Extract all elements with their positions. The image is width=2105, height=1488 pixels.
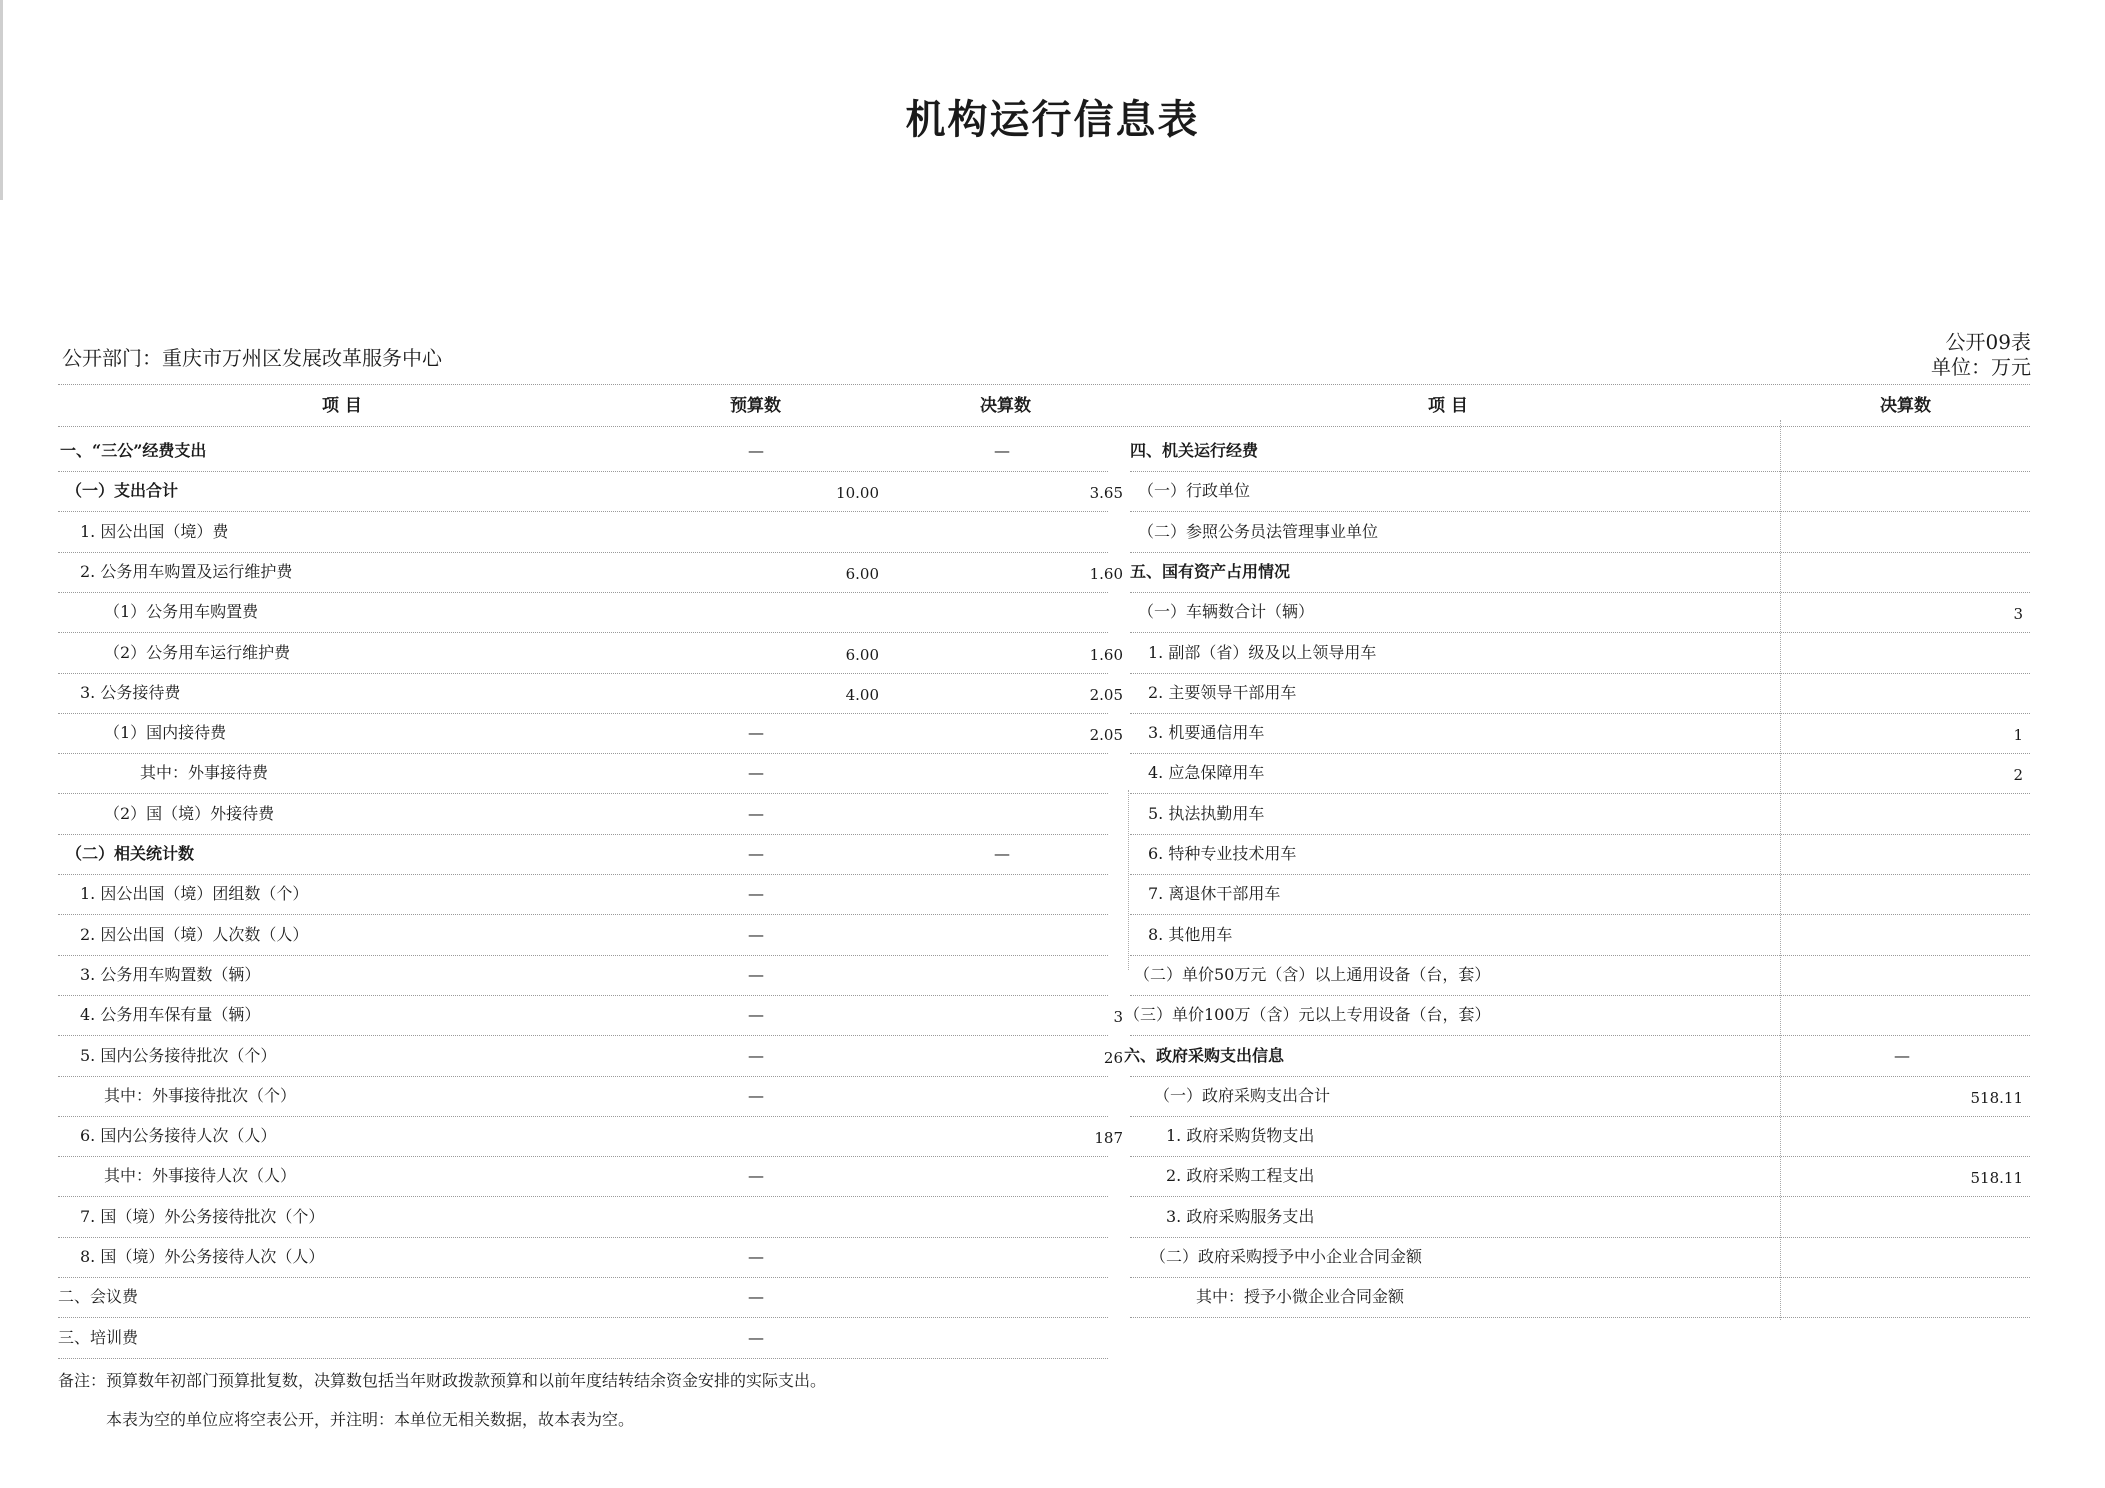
header-budget: 预算数 bbox=[730, 396, 781, 416]
row-rule bbox=[1130, 1076, 2030, 1077]
left-row-final: 3 bbox=[1113, 1008, 1123, 1027]
right-row-label: （一）政府采购支出合计 bbox=[1154, 1085, 1331, 1105]
row-rule bbox=[58, 592, 1108, 593]
row-rule bbox=[1130, 471, 2030, 472]
left-row-label: 二、会议费 bbox=[58, 1287, 139, 1307]
left-row-label: 其中：外事接待批次（个） bbox=[104, 1085, 297, 1105]
row-rule bbox=[58, 673, 1108, 674]
left-row-final: 3.65 bbox=[1089, 484, 1123, 503]
row-rule bbox=[1130, 1156, 2030, 1157]
row-rule bbox=[58, 1035, 1108, 1036]
header-right-final: 决算数 bbox=[1880, 396, 1931, 416]
left-row-final: 1.60 bbox=[1089, 564, 1123, 583]
left-row-budget: — bbox=[748, 1045, 764, 1065]
row-rule bbox=[1130, 753, 2030, 754]
row-rule bbox=[1130, 914, 2030, 915]
unit-label: 单位：万元 bbox=[1931, 355, 2031, 379]
right-row-final: 518.11 bbox=[1970, 1088, 2023, 1107]
left-row-label: 4. 公务用车保有量（辆） bbox=[80, 1005, 261, 1025]
right-row-label: 6. 特种专业技术用车 bbox=[1148, 844, 1297, 863]
left-row-label: 其中：外事接待人次（人） bbox=[104, 1166, 297, 1186]
row-rule bbox=[58, 1317, 1108, 1318]
row-rule bbox=[1130, 1317, 2030, 1318]
left-row-budget: — bbox=[748, 844, 764, 863]
left-row-budget: 10.00 bbox=[836, 484, 879, 503]
left-row-label: （二）相关统计数 bbox=[66, 844, 195, 863]
left-row-final: 187 bbox=[1094, 1129, 1123, 1148]
left-row-budget: — bbox=[748, 723, 764, 743]
right-row-final: 2 bbox=[2013, 766, 2023, 785]
left-row-budget: — bbox=[748, 1327, 764, 1347]
row-rule bbox=[1130, 834, 2030, 835]
right-row-label: （二）参照公务员法管理事业单位 bbox=[1138, 521, 1379, 541]
row-rule bbox=[1130, 632, 2030, 633]
right-row-label: 2. 主要领导干部用车 bbox=[1148, 682, 1297, 702]
right-row-final: 518.11 bbox=[1970, 1169, 2023, 1188]
right-row-label: 五、国有资产占用情况 bbox=[1130, 561, 1291, 581]
row-rule bbox=[58, 1116, 1108, 1117]
right-row-label: 4. 应急保障用车 bbox=[1148, 763, 1265, 783]
left-row-label: 3. 公务接待费 bbox=[80, 682, 181, 702]
right-row-label: 7. 离退休干部用车 bbox=[1148, 884, 1281, 904]
left-row-label: （2）国（境）外接待费 bbox=[104, 803, 275, 823]
page-title: 机构运行信息表 bbox=[905, 97, 1200, 143]
right-row-label: 1. 副部（省）级及以上领导用车 bbox=[1148, 642, 1377, 662]
right-row-label: 3. 政府采购服务支出 bbox=[1166, 1206, 1315, 1226]
row-rule bbox=[58, 753, 1108, 754]
row-rule bbox=[58, 552, 1108, 553]
row-rule bbox=[58, 995, 1108, 996]
table-code: 公开09表 bbox=[1945, 330, 2031, 354]
left-row-final: 2.05 bbox=[1089, 685, 1123, 704]
left-row-label: （一）支出合计 bbox=[66, 481, 179, 501]
row-rule bbox=[1130, 1277, 2030, 1278]
row-rule bbox=[58, 471, 1108, 472]
right-row-label: 六、政府采购支出信息 bbox=[1124, 1045, 1285, 1065]
header-left-item: 项 目 bbox=[322, 396, 362, 416]
left-row-budget: — bbox=[748, 924, 764, 944]
right-row-label: 3. 机要通信用车 bbox=[1148, 723, 1265, 743]
right-row-final: — bbox=[1894, 1045, 1910, 1065]
right-row-label: 8. 其他用车 bbox=[1148, 924, 1233, 944]
left-row-label: （1）国内接待费 bbox=[104, 723, 227, 743]
right-row-label: （二）政府采购授予中小企业合同金额 bbox=[1150, 1247, 1423, 1266]
left-row-label: （1）公务用车购置费 bbox=[104, 602, 259, 622]
left-row-budget: — bbox=[748, 1166, 764, 1186]
row-rule bbox=[58, 713, 1108, 714]
row-rule bbox=[58, 834, 1108, 835]
right-row-label: 5. 执法执勤用车 bbox=[1148, 803, 1265, 823]
row-rule bbox=[58, 1076, 1108, 1077]
left-row-budget: 4.00 bbox=[845, 685, 879, 704]
row-rule bbox=[58, 1156, 1108, 1157]
left-row-budget: 6.00 bbox=[845, 564, 879, 583]
row-rule bbox=[58, 1196, 1108, 1197]
right-row-label: 四、机关运行经费 bbox=[1130, 441, 1259, 460]
right-row-label: （二）单价50万元（含）以上通用设备（台，套） bbox=[1134, 964, 1491, 984]
note-line-1: 备注：预算数年初部门预算批复数，决算数包括当年财政拨款预算和以前年度结转结余资金安排的实际支出。 bbox=[58, 1371, 827, 1390]
row-rule bbox=[58, 793, 1108, 794]
row-rule bbox=[1130, 793, 2030, 794]
left-row-label: 2. 公务用车购置及运行维护费 bbox=[80, 561, 293, 581]
right-row-label: （三）单价100万（含）元以上专用设备（台，套） bbox=[1124, 1005, 1491, 1025]
left-row-budget: — bbox=[748, 803, 764, 823]
right-row-label: （一）行政单位 bbox=[1138, 481, 1251, 501]
left-row-final: — bbox=[994, 441, 1010, 460]
left-row-label: 8. 国（境）外公务接待人次（人） bbox=[80, 1247, 325, 1266]
left-row-budget: — bbox=[748, 884, 764, 904]
left-row-budget: — bbox=[748, 763, 764, 783]
header-rule bbox=[58, 426, 2030, 427]
row-rule bbox=[58, 914, 1108, 915]
row-rule bbox=[58, 1358, 1108, 1359]
row-rule bbox=[1130, 874, 2030, 875]
row-rule bbox=[58, 955, 1108, 956]
column-rule bbox=[1780, 420, 1781, 1320]
row-rule bbox=[1130, 1196, 2030, 1197]
left-row-label: 3. 公务用车购置数（辆） bbox=[80, 964, 261, 984]
left-row-budget: — bbox=[748, 1247, 764, 1266]
left-row-label: 2. 因公出国（境）人次数（人） bbox=[80, 924, 309, 944]
left-row-label: 5. 国内公务接待批次（个） bbox=[80, 1045, 277, 1065]
left-row-budget: 6.00 bbox=[845, 645, 879, 664]
right-row-label: 2. 政府采购工程支出 bbox=[1166, 1166, 1315, 1186]
left-row-budget: — bbox=[748, 1287, 764, 1307]
left-row-final: 26 bbox=[1103, 1048, 1123, 1067]
row-rule bbox=[1130, 673, 2030, 674]
row-rule bbox=[58, 874, 1108, 875]
header-rule bbox=[58, 384, 2030, 385]
row-rule bbox=[1130, 552, 2030, 553]
department-label: 公开部门：重庆市万州区发展改革服务中心 bbox=[62, 346, 442, 370]
row-rule bbox=[1130, 995, 2030, 996]
row-rule bbox=[58, 1237, 1108, 1238]
header-final: 决算数 bbox=[980, 396, 1031, 416]
row-rule bbox=[1130, 592, 2030, 593]
column-rule bbox=[1128, 790, 1129, 970]
row-rule bbox=[1130, 1116, 2030, 1117]
right-row-label: 1. 政府采购货物支出 bbox=[1166, 1126, 1315, 1146]
header-right-item: 项 目 bbox=[1428, 396, 1468, 416]
row-rule bbox=[1130, 1237, 2030, 1238]
right-row-label: （一）车辆数合计（辆） bbox=[1138, 602, 1315, 622]
left-row-label: （2）公务用车运行维护费 bbox=[104, 642, 291, 662]
right-row-final: 1 bbox=[2013, 726, 2023, 745]
left-row-budget: — bbox=[748, 441, 764, 460]
row-rule bbox=[1130, 713, 2030, 714]
left-row-label: 一、“三公”经费支出 bbox=[60, 441, 207, 460]
left-row-budget: — bbox=[748, 964, 764, 984]
right-row-label: 其中：授予小微企业合同金额 bbox=[1196, 1287, 1405, 1307]
left-row-label: 7. 国（境）外公务接待批次（个） bbox=[80, 1206, 325, 1226]
row-rule bbox=[58, 511, 1108, 512]
left-row-label: 1. 因公出国（境）团组数（个） bbox=[80, 884, 309, 904]
left-row-final: 2.05 bbox=[1089, 726, 1123, 745]
left-row-final: 1.60 bbox=[1089, 645, 1123, 664]
left-row-label: 三、培训费 bbox=[58, 1327, 139, 1347]
left-row-label: 其中：外事接待费 bbox=[140, 763, 269, 783]
right-row-final: 3 bbox=[2013, 605, 2023, 624]
row-rule bbox=[1130, 955, 2030, 956]
row-rule bbox=[58, 1277, 1108, 1278]
left-row-label: 1. 因公出国（境）费 bbox=[80, 521, 229, 541]
left-row-label: 6. 国内公务接待人次（人） bbox=[80, 1126, 277, 1146]
left-row-final: — bbox=[994, 844, 1010, 863]
row-rule bbox=[1130, 511, 2030, 512]
left-row-budget: — bbox=[748, 1005, 764, 1025]
left-row-budget: — bbox=[748, 1085, 764, 1105]
row-rule bbox=[58, 632, 1108, 633]
note-line-2: 本表为空的单位应将空表公开，并注明：本单位无相关数据，故本表为空。 bbox=[106, 1410, 635, 1429]
row-rule bbox=[1130, 1035, 2030, 1036]
